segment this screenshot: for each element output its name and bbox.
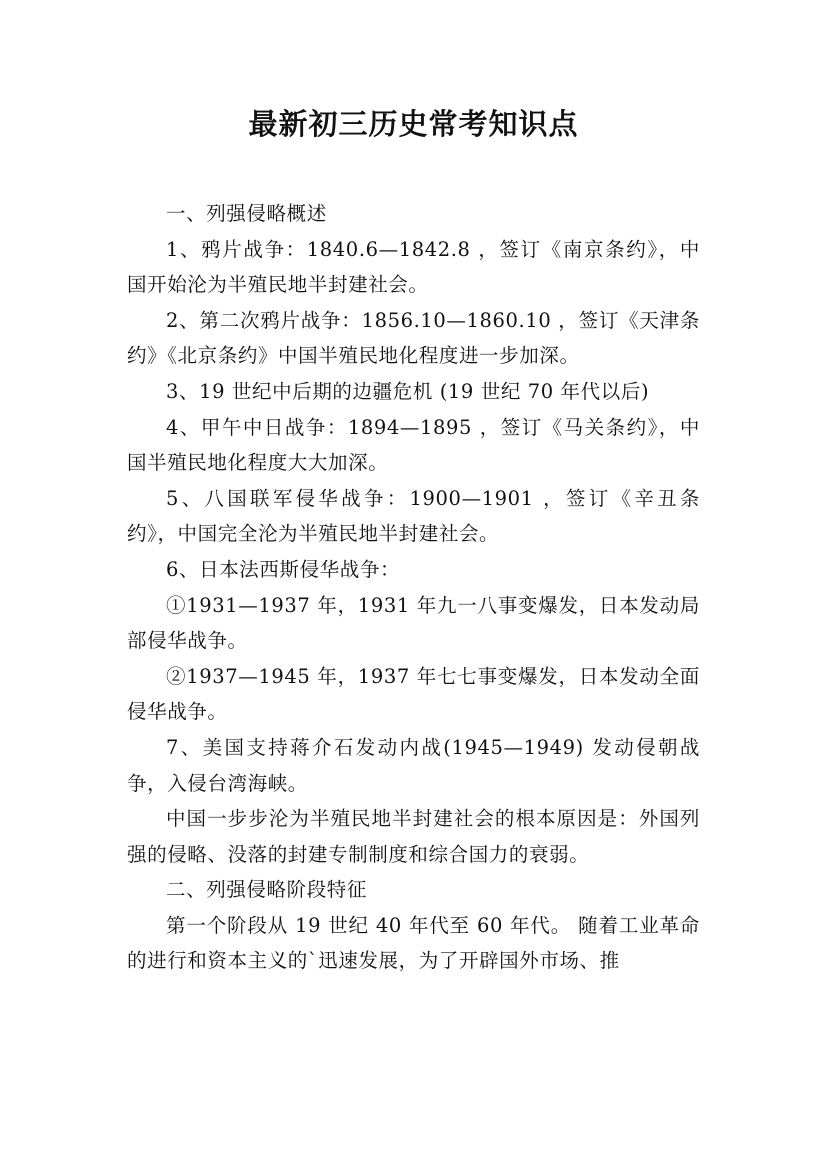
paragraph: ①1931—1937 年，1931 年九一八事变爆发，日本发动局部侵华战争。 bbox=[127, 593, 700, 653]
paragraph: ②1937—1945 年，1937 年七七事变爆发，日本发动全面侵华战争。 bbox=[127, 664, 700, 724]
paragraph: 2、第二次鸦片战争：1856.10—1860.10 ，签订《天津条约》《北京条约》中国半殖民地化程度进一步加深。 bbox=[127, 308, 700, 368]
paragraph: 中国一步步沦为半殖民地半封建社会的根本原因是：外国列强的侵略、没落的封建专制制度和综合国力的衰弱。 bbox=[127, 807, 700, 866]
paragraph: 1、鸦片战争：1840.6—1842.8 ，签订《南京条约》，中国开始沦为半殖民地半封建社会。 bbox=[127, 237, 700, 297]
paragraph: 3、19 世纪中后期的边疆危机 (19 世纪 70 年代以后) bbox=[166, 379, 650, 403]
paragraph: 5、八国联军侵华战争：1900—1901 ，签订《辛丑条约》，中国完全沦为半殖民地半封建社会。 bbox=[127, 486, 700, 546]
page-title: 最新初三历史常考知识点 bbox=[248, 107, 579, 141]
paragraph: 4、甲午中日战争：1894—1895 ，签订《马关条约》，中国半殖民地化程度大大加深。 bbox=[127, 415, 700, 475]
paragraph: 7、美国支持蒋介石发动内战(1945—1949) 发动侵朝战争，入侵台湾海峡。 bbox=[127, 735, 700, 795]
section-heading: 一、列强侵略概述 bbox=[166, 202, 327, 225]
paragraph: 6、日本法西斯侵华战争： bbox=[166, 557, 401, 581]
paragraph: 第一个阶段从 19 世纪 40 年代至 60 年代。 随着工业革命的进行和资本主义的`迅速发展，为了开辟国外市场、推 bbox=[127, 913, 700, 973]
document-body bbox=[127, 196, 700, 979]
section-heading: 二、列强侵略阶段特征 bbox=[166, 878, 368, 902]
